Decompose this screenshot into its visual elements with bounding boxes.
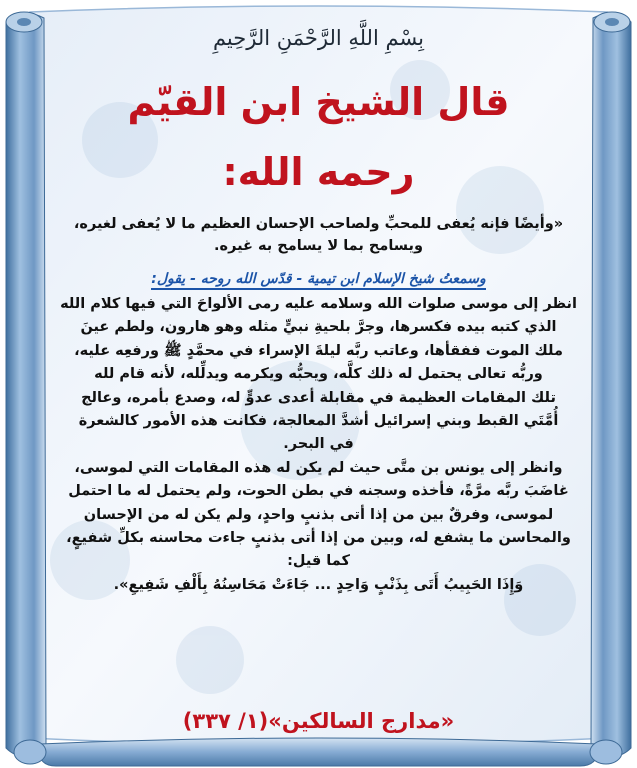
body-line: وربُّه تعالى يحتمل له ذلك كلَّه، ويحبُّه ويكرمه ويدلِّله، لأنه قام لله [94, 366, 543, 383]
title-line-2: رحمه الله: [222, 150, 415, 194]
body-line: والمحاسن ما يشفع له، وبين من إذا أتى بذنبٍ جاءت محاسنه بكلِّ شفيعٍ، [66, 529, 571, 546]
scroll-content [40, 0, 597, 768]
source-citation: «مدارج السالكين»(١/ ٣٣٧) [182, 709, 455, 733]
body-line: لموسى، وفرقٌ بين من إذا أتى بذنبٍ واحدٍ، ولم يكن له من الإحسان [83, 506, 554, 523]
body-line: تلك المقامات العظيمة في مقابلة أعدى عدوٍّ له، وصدع بأمره، وعالج [81, 389, 556, 406]
basmala-heading: بِسْمِ اللَّهِ الرَّحْمَنِ الرَّحِيمِ [212, 26, 425, 50]
intro-line: «وأيضًا فإنه يُعفى للمحبِّ ولصاحب الإحسان العظيم ما لا يُعفى لغيره، [73, 216, 564, 232]
heard-line-text: وسمعتُ شيخ الإسلام ابن تيمية - قدّس الله روحه - يقول: [151, 271, 486, 290]
body-line: ملك الموت ففقأها، وعاتب ربَّه ليلةَ الإسراء في محمَّدٍ ﷺ ورفعِه عليه، [74, 342, 563, 359]
body-line: الذي كتبه بيده فكسرها، وجرَّ بلحيةِ نبيٍّ مثله وهو هارون، ولطم عينَ [80, 319, 557, 336]
heard-line [40, 268, 597, 290]
body-line: وانظر إلى يونس بن متَّى حيث لم يكن له هذه المقامات التي لموسى، [74, 459, 563, 476]
title-line-1: قال الشيخ ابن القيّم [127, 80, 510, 124]
intro-line: ويسامح بما لا يسامح به غيره. [214, 238, 423, 254]
body-line: غاضَبَ ربَّه مرَّةً، فأخذه وسجنه في بطن الحوت، ولم يحتمل له ما احتمل [68, 483, 569, 500]
body-line: في البحر. [283, 436, 354, 453]
body-line: كما قيل: [287, 553, 350, 570]
body-line: أُمَّتَي القبط وبني إسرائيل أشدَّ المعالجة، فكانت هذه الأمور كالشعرة [78, 412, 559, 429]
poetry-line: وَإِذَا الحَبِيبُ أَتَى بِذَنْبٍ وَاحِدٍ ... جَاءَتْ مَحَاسِنُهُ بِأَلْفِ شَفِيعِ». [113, 576, 524, 593]
intro-paragraph [40, 213, 597, 257]
body-line: انظر إلى موسى صلوات الله وسلامه عليه رمى الألواحَ التي فيها كلام الله [60, 296, 577, 312]
quote-body [18, 293, 619, 597]
